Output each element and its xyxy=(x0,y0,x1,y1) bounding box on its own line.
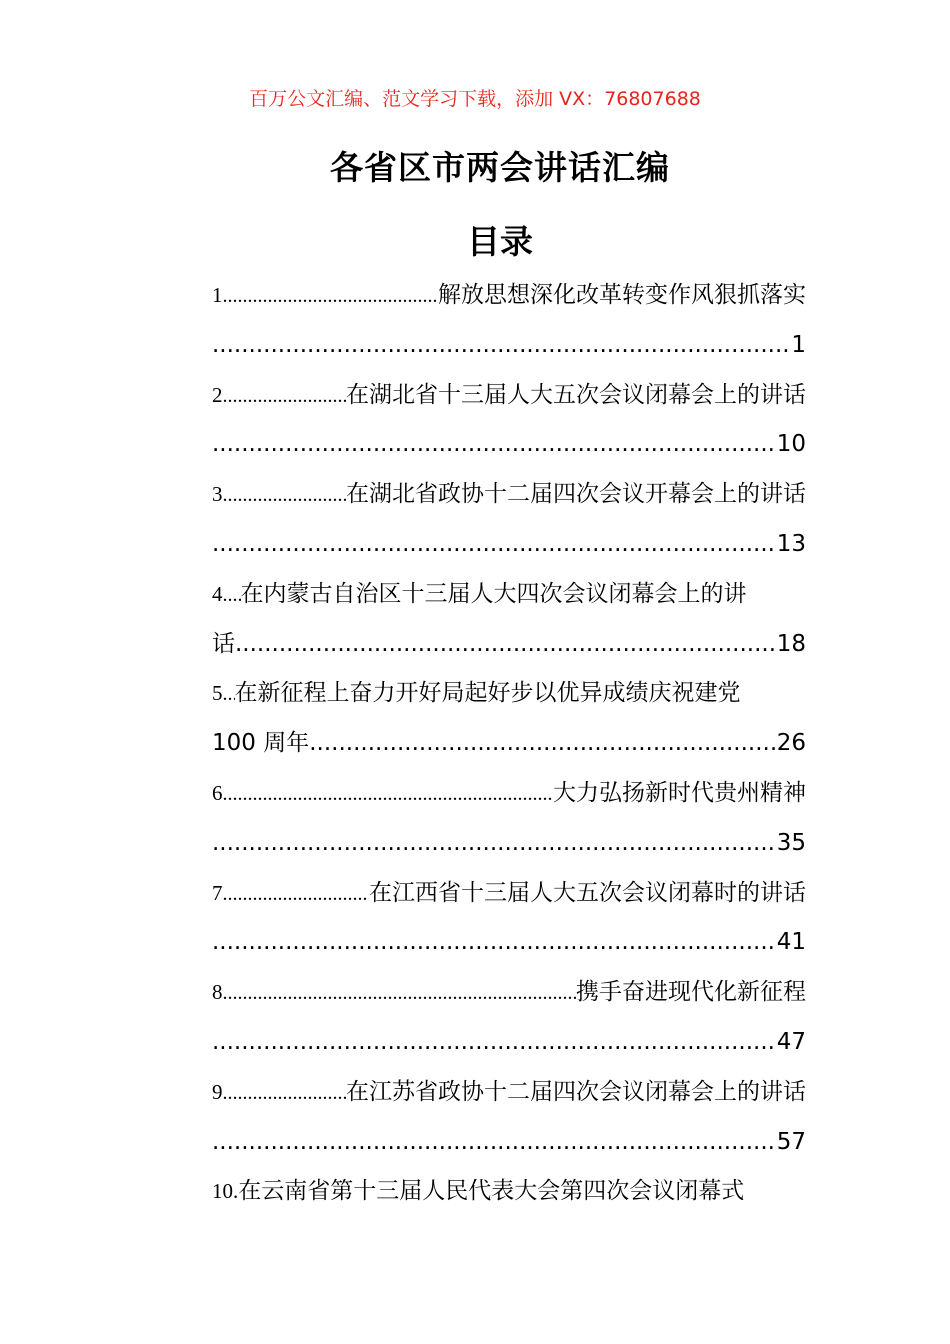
toc-entry-title: 在新征程上奋力开好局起好步以优异成绩庆祝建党 xyxy=(234,680,741,707)
dot-leader xyxy=(223,870,370,919)
toc-entry-2-page-line[interactable] xyxy=(212,420,806,470)
toc-entry-page: 57 xyxy=(776,1128,806,1155)
dot-leader xyxy=(235,620,777,670)
promo-banner: 百万公文汇编、范文学习下载，添加 VX：76807688 xyxy=(249,88,701,110)
toc-entry-number: 7 xyxy=(212,880,223,905)
toc-entry-3-page-line[interactable] xyxy=(212,520,806,570)
table-of-contents xyxy=(212,271,806,1217)
toc-entry-6[interactable] xyxy=(212,769,806,819)
toc-entry-title: 携手奋进现代化新征程 xyxy=(576,979,806,1006)
dot-leader xyxy=(223,1069,347,1118)
toc-entry-page: 47 xyxy=(776,1028,806,1055)
toc-entry-page: 41 xyxy=(776,929,806,956)
toc-entry-7[interactable] xyxy=(212,869,806,919)
toc-entry-8[interactable] xyxy=(212,968,806,1018)
toc-entry-page: 10 xyxy=(776,431,806,458)
toc-entry-title: 解放思想深化改革转变作风狠抓落实 xyxy=(438,282,806,308)
toc-entry-8-page-line[interactable] xyxy=(212,1018,806,1068)
toc-entry-9[interactable] xyxy=(212,1068,806,1118)
toc-entry-10[interactable] xyxy=(212,1167,806,1217)
toc-entry-3[interactable] xyxy=(212,470,806,520)
toc-heading: 目录 xyxy=(467,222,533,261)
dot-leader xyxy=(223,770,554,819)
dot-leader xyxy=(223,969,577,1018)
toc-entry-title: 在江西省十三届人大五次会议闭幕时的讲话 xyxy=(369,879,806,906)
dot-leader xyxy=(212,819,777,869)
dot-leader xyxy=(223,571,241,620)
toc-entry-page: 26 xyxy=(776,730,806,757)
toc-entry-title: 大力弘扬新时代贵州精神 xyxy=(553,779,806,806)
toc-entry-7-page-line[interactable] xyxy=(212,918,806,968)
toc-entry-title: 在内蒙古自治区十三届人大四次会议闭幕会上的讲 xyxy=(240,580,747,607)
toc-entry-2[interactable] xyxy=(212,371,806,421)
toc-entry-1[interactable] xyxy=(212,271,806,321)
dot-leader xyxy=(223,272,439,321)
toc-entry-4[interactable] xyxy=(212,570,806,620)
dot-leader xyxy=(223,372,347,421)
toc-entry-title-continued: 话 xyxy=(212,630,235,657)
toc-entry-1-page-line[interactable] xyxy=(212,321,806,371)
toc-entry-number: 3 xyxy=(212,482,223,507)
toc-entry-number: 6 xyxy=(212,780,223,805)
toc-entry-title: 在云南省第十三届人民代表大会第四次会议闭幕式 xyxy=(238,1178,745,1205)
toc-entry-page: 18 xyxy=(776,630,806,657)
toc-entry-page: 1 xyxy=(791,331,806,358)
toc-entry-title: 在江苏省政协十二届四次会议闭幕会上的讲话 xyxy=(346,1078,806,1105)
toc-entry-5-page-line[interactable] xyxy=(212,719,806,769)
toc-entry-number: 1 xyxy=(212,283,223,307)
toc-entry-title: 在湖北省十三届人大五次会议闭幕会上的讲话 xyxy=(346,381,806,408)
toc-entry-title-continued: 100 周年 xyxy=(212,730,310,757)
dot-leader xyxy=(212,420,777,470)
document-title: 各省区市两会讲话汇编 xyxy=(330,148,670,187)
dot-leader xyxy=(223,471,347,520)
toc-entry-4-page-line[interactable] xyxy=(212,620,806,670)
dot-leader xyxy=(212,321,791,371)
dot-leader xyxy=(212,918,777,968)
dot-leader xyxy=(212,520,777,570)
toc-entry-title: 在湖北省政协十二届四次会议开幕会上的讲话 xyxy=(346,481,806,508)
dot-leader xyxy=(212,1018,777,1068)
toc-entry-9-page-line[interactable] xyxy=(212,1118,806,1168)
toc-entry-5[interactable] xyxy=(212,669,806,719)
toc-entry-number: 10. xyxy=(212,1179,239,1204)
toc-entry-number: 5 xyxy=(212,681,223,706)
toc-entry-number: 2 xyxy=(212,382,223,407)
toc-entry-page: 35 xyxy=(776,829,806,856)
toc-entry-number: 8 xyxy=(212,980,223,1005)
toc-entry-page: 13 xyxy=(776,530,806,557)
toc-entry-number: 9 xyxy=(212,1079,223,1104)
toc-entry-number: 4 xyxy=(212,581,223,606)
dot-leader xyxy=(309,719,777,769)
toc-entry-6-page-line[interactable] xyxy=(212,819,806,869)
dot-leader xyxy=(223,670,235,719)
dot-leader xyxy=(212,1118,777,1168)
